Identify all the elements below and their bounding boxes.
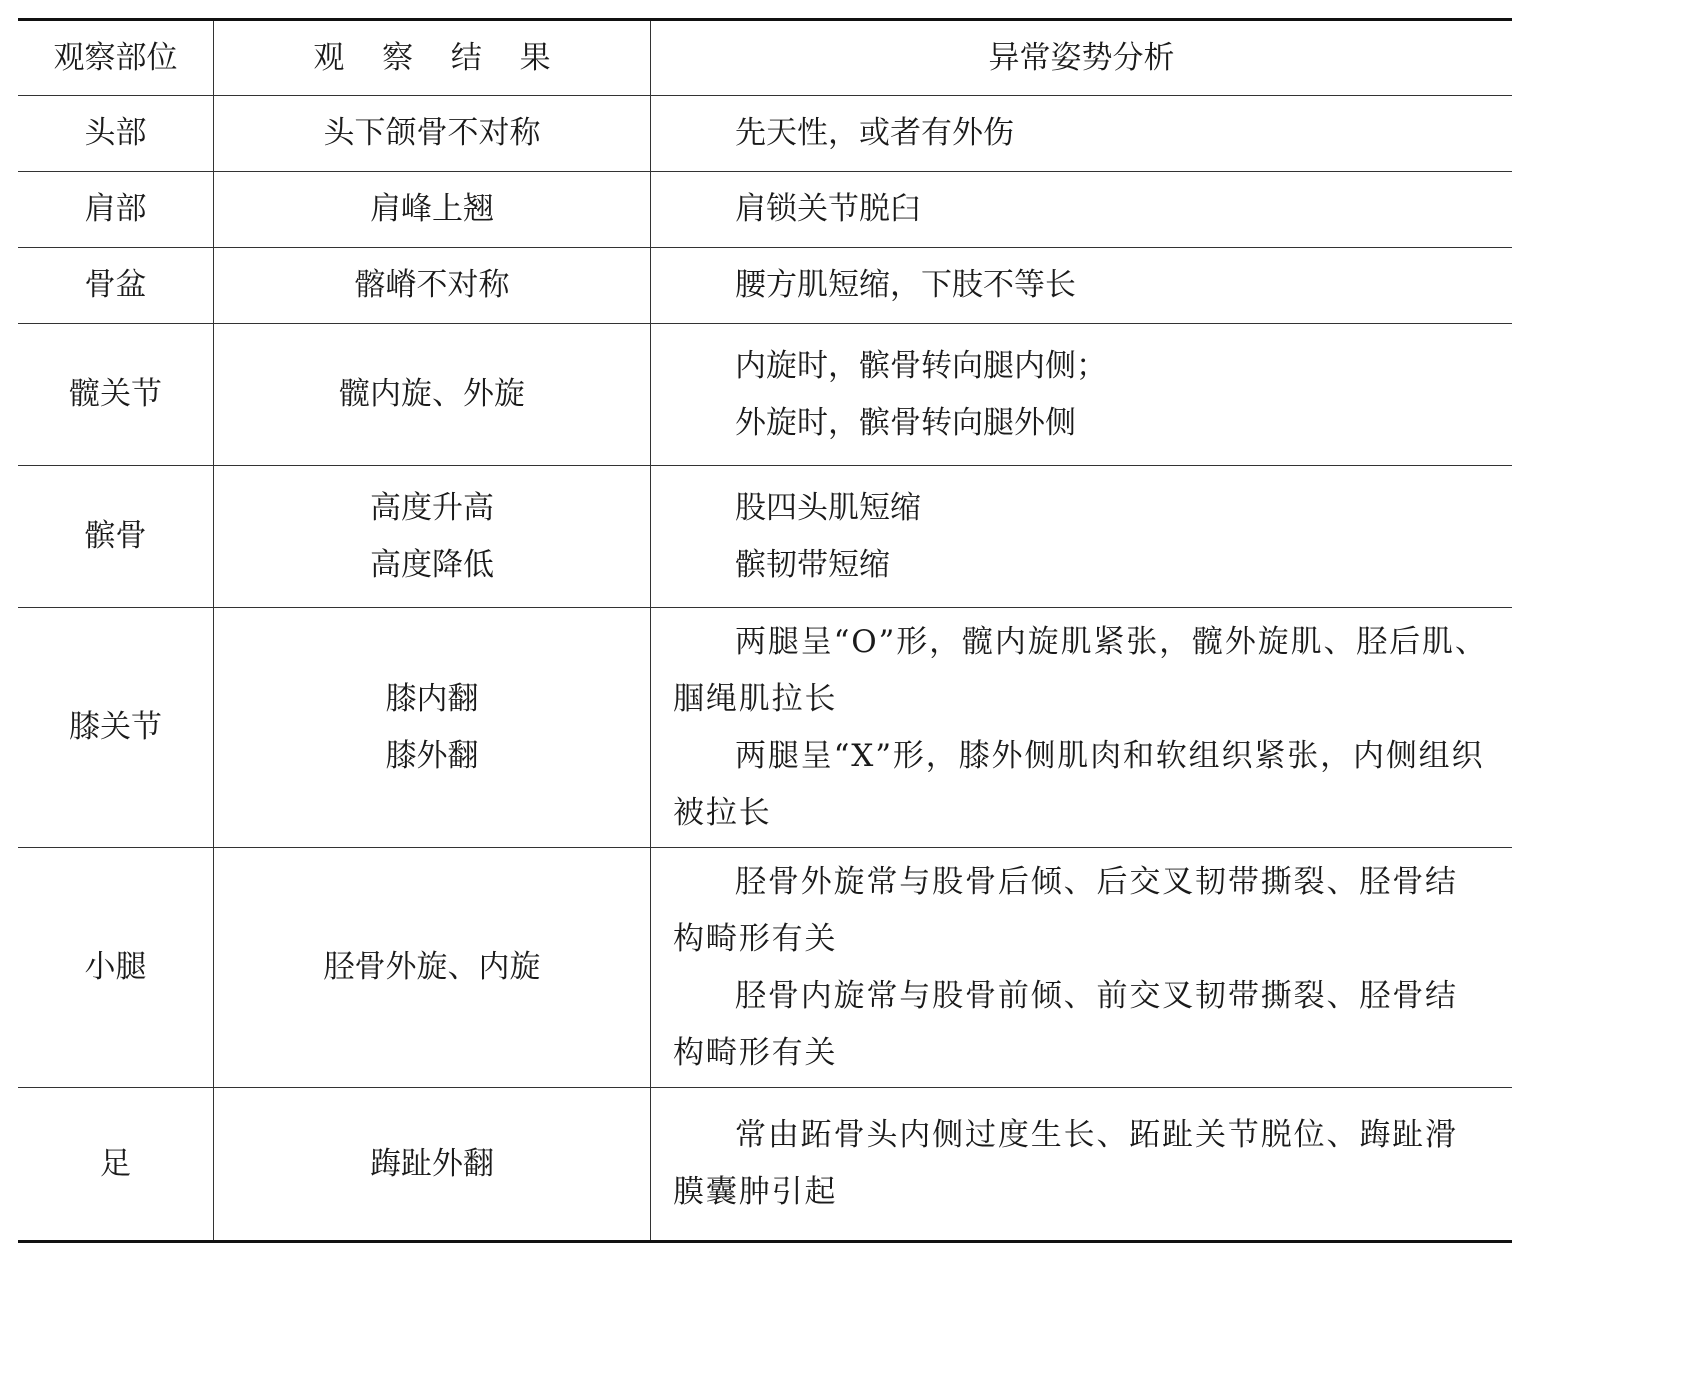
table-row xyxy=(18,96,1512,172)
analysis-paragraph: 肩锁关节脱臼 xyxy=(735,191,921,227)
cell-analysis xyxy=(651,96,1513,172)
table-row xyxy=(18,172,1512,248)
cell-analysis xyxy=(651,1088,1513,1242)
result-line: 肩峰上翘 xyxy=(370,191,494,227)
cell-part: 膝关节 xyxy=(18,608,214,848)
cell-part: 骨盆 xyxy=(18,248,214,324)
cell-result xyxy=(214,848,651,1088)
cell-analysis xyxy=(651,324,1513,466)
header-observation-site: 观察部位 xyxy=(18,20,214,96)
analysis-paragraph: 两腿呈“X”形，膝外侧肌肉和软组织紧张，内侧组织被拉长 xyxy=(673,737,1485,831)
cell-result xyxy=(214,608,651,848)
cell-part: 髋关节 xyxy=(18,324,214,466)
cell-part: 小腿 xyxy=(18,848,214,1088)
cell-analysis xyxy=(651,248,1513,324)
cell-analysis xyxy=(651,608,1513,848)
cell-part: 足 xyxy=(18,1088,214,1242)
table-row xyxy=(18,848,1512,1088)
cell-part: 髌骨 xyxy=(18,466,214,608)
analysis-paragraph: 先天性，或者有外伤 xyxy=(735,115,1014,151)
result-line: 头下颌骨不对称 xyxy=(323,115,541,151)
header-observation-result xyxy=(214,20,651,96)
result-line: 膝外翻 xyxy=(385,737,479,774)
table-row xyxy=(18,466,1512,608)
result-line: 膝内翻 xyxy=(385,680,479,717)
result-line: 髋内旋、外旋 xyxy=(339,376,525,412)
analysis-paragraph: 腰方肌短缩，下肢不等长 xyxy=(735,267,1076,303)
analysis-paragraph: 外旋时，髌骨转向腿外侧 xyxy=(735,404,1076,441)
cell-result xyxy=(214,172,651,248)
table-row xyxy=(18,1088,1512,1242)
result-line: 高度降低 xyxy=(370,546,494,583)
analysis-paragraph: 胫骨外旋常与股骨后倾、后交叉韧带撕裂、胫骨结构畸形有关 xyxy=(673,863,1458,957)
cell-part: 头部 xyxy=(18,96,214,172)
analysis-paragraph: 胫骨内旋常与股骨前倾、前交叉韧带撕裂、胫骨结构畸形有关 xyxy=(673,977,1458,1071)
result-line: 高度升高 xyxy=(370,489,494,526)
table-row xyxy=(18,248,1512,324)
header-abnormal-posture-analysis: 异常姿势分析 xyxy=(988,39,1175,76)
result-line: 胫骨外旋、内旋 xyxy=(323,949,541,985)
result-line: 踇趾外翻 xyxy=(370,1145,494,1182)
cell-analysis xyxy=(651,848,1513,1088)
cell-analysis xyxy=(651,466,1513,608)
analysis-paragraph: 内旋时，髌骨转向腿内侧； xyxy=(735,347,1107,384)
table-row xyxy=(18,608,1512,848)
table-header-row xyxy=(18,20,1512,96)
analysis-paragraph: 两腿呈“O”形，髋内旋肌紧张，髋外旋肌、胫后肌、腘绳肌拉长 xyxy=(673,623,1488,717)
posture-analysis-table xyxy=(18,18,1512,1243)
cell-result xyxy=(214,96,651,172)
cell-result xyxy=(214,324,651,466)
analysis-paragraph: 股四头肌短缩 xyxy=(735,489,921,526)
header-observation-result-text: 观 察 结 果 xyxy=(313,39,565,76)
cell-result xyxy=(214,466,651,608)
analysis-paragraph: 髌韧带短缩 xyxy=(735,546,890,583)
result-line: 髂嵴不对称 xyxy=(354,267,510,303)
cell-part: 肩部 xyxy=(18,172,214,248)
cell-result xyxy=(214,248,651,324)
cell-result xyxy=(214,1088,651,1242)
table-row xyxy=(18,324,1512,466)
analysis-paragraph: 常由跖骨头内侧过度生长、跖趾关节脱位、踇趾滑膜囊肿引起 xyxy=(673,1117,1458,1210)
cell-analysis xyxy=(651,172,1513,248)
